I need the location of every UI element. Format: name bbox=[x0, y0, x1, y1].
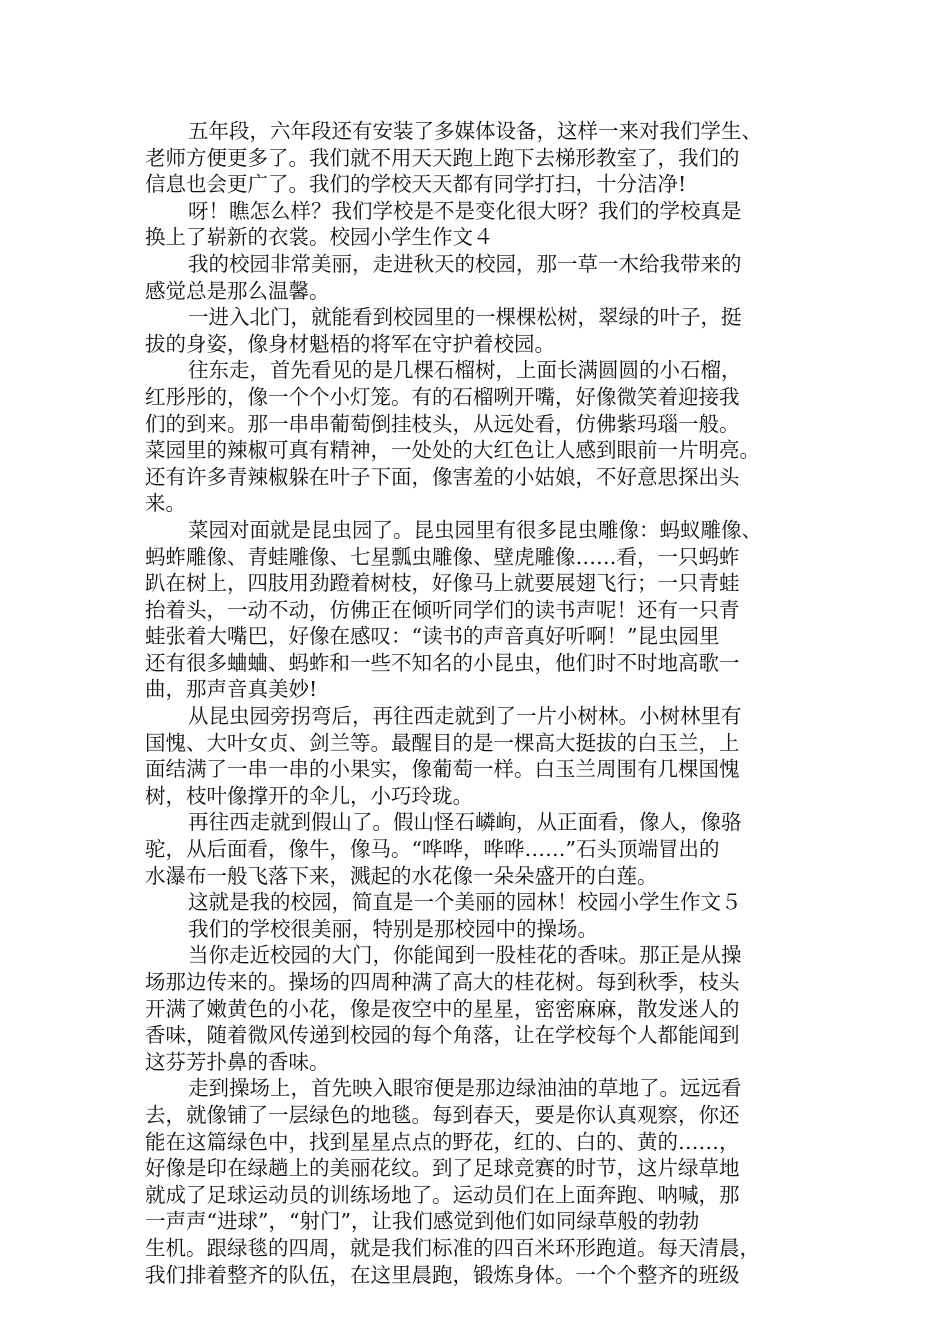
text-line: 还有很多蛐蛐、蚂蚱和一些不知名的小昆虫，他们时不时地高歌一 bbox=[145, 650, 740, 675]
text-line: 曲，那声音真美妙! bbox=[145, 677, 318, 702]
text-line: 们的到来。那一串串葡萄倒挂枝头，从远处看，仿佛紫玛瑙一般。 bbox=[145, 411, 740, 436]
text-line: 场那边传来的。操场的四周种满了高大的桂花树。每到秋季，枝头 bbox=[145, 970, 740, 994]
text-line: 一进入北门，就能看到校园里的一棵棵松树，翠绿的叶子，挺 bbox=[188, 305, 742, 330]
text-line: 还有许多青辣椒躲在叶子下面，像害羞的小姑娘，不好意思探出头 bbox=[145, 464, 740, 489]
text-line: 水瀑布一般飞落下来，溅起的水花像一朵朵盛开的白莲。 bbox=[145, 863, 658, 888]
text-line: 来。 bbox=[145, 491, 186, 516]
text-line: 好像是印在绿趟上的美丽花纹。到了足球竞赛的时节，这片绿草地 bbox=[145, 1156, 740, 1181]
text-line: 拔的身姿，像身材魁梧的将军在守护着校园。 bbox=[145, 331, 555, 356]
text-line: 当你走近校园的大门，你能闻到一股桂花的香味。那正是从操 bbox=[188, 943, 742, 968]
text-line: 树，枝叶像撑开的伞儿，小巧玲珑。 bbox=[145, 783, 473, 808]
text-line: 老师方便更多了。我们就不用天天跑上跑下去梯形教室了，我们的 bbox=[145, 145, 740, 170]
document-body bbox=[145, 118, 809, 1288]
text-line: 面结满了一串一串的小果实，像葡萄一样。白玉兰周围有几棵国愧 bbox=[145, 757, 740, 782]
text-line: 再往西走就到假山了。假山怪石嶙峋，从正面看，像人，像骆 bbox=[188, 810, 742, 835]
text-line: 这就是我的校园，简直是一个美丽的园林！校园小学生作文５ bbox=[188, 890, 742, 915]
text-line: 红彤彤的，像一个个小灯笼。有的石榴咧开嘴，好像微笑着迎接我 bbox=[145, 384, 740, 409]
text-line: 趴在树上，四肢用劲蹬着树枝，好像马上就要展翅飞行；一只青蛙 bbox=[145, 571, 740, 596]
text-line: 菜园对面就是昆虫园了。昆虫园里有很多昆虫雕像：蚂蚁雕像、 bbox=[188, 517, 762, 542]
text-line: 从昆虫园旁拐弯后，再往西走就到了一片小树林。小树林里有 bbox=[188, 704, 742, 729]
text-line: 能在这篇绿色中，找到星星点点的野花，红的、白的、黄的……， bbox=[145, 1129, 740, 1154]
text-line: 就成了足球运动员的训练场地了。运动员们在上面奔跑、呐喊，那 bbox=[145, 1182, 740, 1207]
text-line: 换上了崭新的衣裳。校园小学生作文４ bbox=[145, 225, 494, 250]
text-line: 信息也会更广了。我们的学校天天都有同学打扫，十分洁净! bbox=[145, 172, 687, 197]
text-line: 菜园里的辣椒可真有精神，一处处的大红色让人感到眼前一片明亮。 bbox=[145, 438, 760, 463]
text-line: 往东走，首先看见的是几棵石榴树，上面长满圆圆的小石榴， bbox=[188, 358, 742, 383]
text-line: 去，就像铺了一层绿色的地毯。每到春天，要是你认真观察，你还 bbox=[145, 1102, 740, 1127]
text-line: 蛙张着大嘴巴，好像在感叹：“读书的声音真好听啊！”昆虫园里 bbox=[145, 624, 720, 649]
text-line: 生机。跟绿毯的四周，就是我们标准的四百米环形跑道。每天清晨， bbox=[145, 1235, 760, 1260]
text-line: 香味，随着微风传递到校园的每个角落，让在学校每个人都能闻到 bbox=[145, 1023, 740, 1048]
text-line: 开满了嫩黄色的小花，像是夜空中的星星，密密麻麻，散发迷人的 bbox=[145, 996, 740, 1021]
text-line: 驼，从后面看，像牛，像马。“哗哗，哗哗……”石头顶端冒出的 bbox=[145, 837, 720, 862]
text-line: 我们的学校很美丽，特别是那校园中的操场。 bbox=[188, 916, 598, 941]
text-line: 抬着头，一动不动，仿佛正在倾听同学们的读书声呢！还有一只青 bbox=[145, 597, 740, 622]
text-line: 呀！瞧怎么样？我们学校是不是变化很大呀？我们的学校真是 bbox=[188, 198, 742, 223]
text-line: 走到操场上，首先映入眼帘便是那边绿油油的草地了。远远看 bbox=[188, 1076, 742, 1101]
text-line: 感觉总是那么温馨。 bbox=[145, 278, 330, 303]
text-line: 国愧、大叶女贞、剑兰等。最醒目的是一棵高大挺拔的白玉兰，上 bbox=[145, 730, 740, 755]
text-line: 五年段，六年段还有安装了多媒体设备，这样一来对我们学生、 bbox=[188, 119, 762, 143]
text-line: 一声声“进球”，“射门”，让我们感觉到他们如同绿草般的勃勃 bbox=[145, 1209, 700, 1234]
text-line: 我们排着整齐的队伍，在这里晨跑，锻炼身体。一个个整齐的班级 bbox=[145, 1262, 740, 1287]
text-line: 我的校园非常美丽，走进秋天的校园，那一草一木给我带来的 bbox=[188, 251, 742, 276]
text-line: 这芬芳扑鼻的香味。 bbox=[145, 1049, 330, 1074]
text-line: 蚂蚱雕像、青蛙雕像、七星瓢虫雕像、壁虎雕像……看，一只蚂蚱 bbox=[145, 544, 740, 569]
